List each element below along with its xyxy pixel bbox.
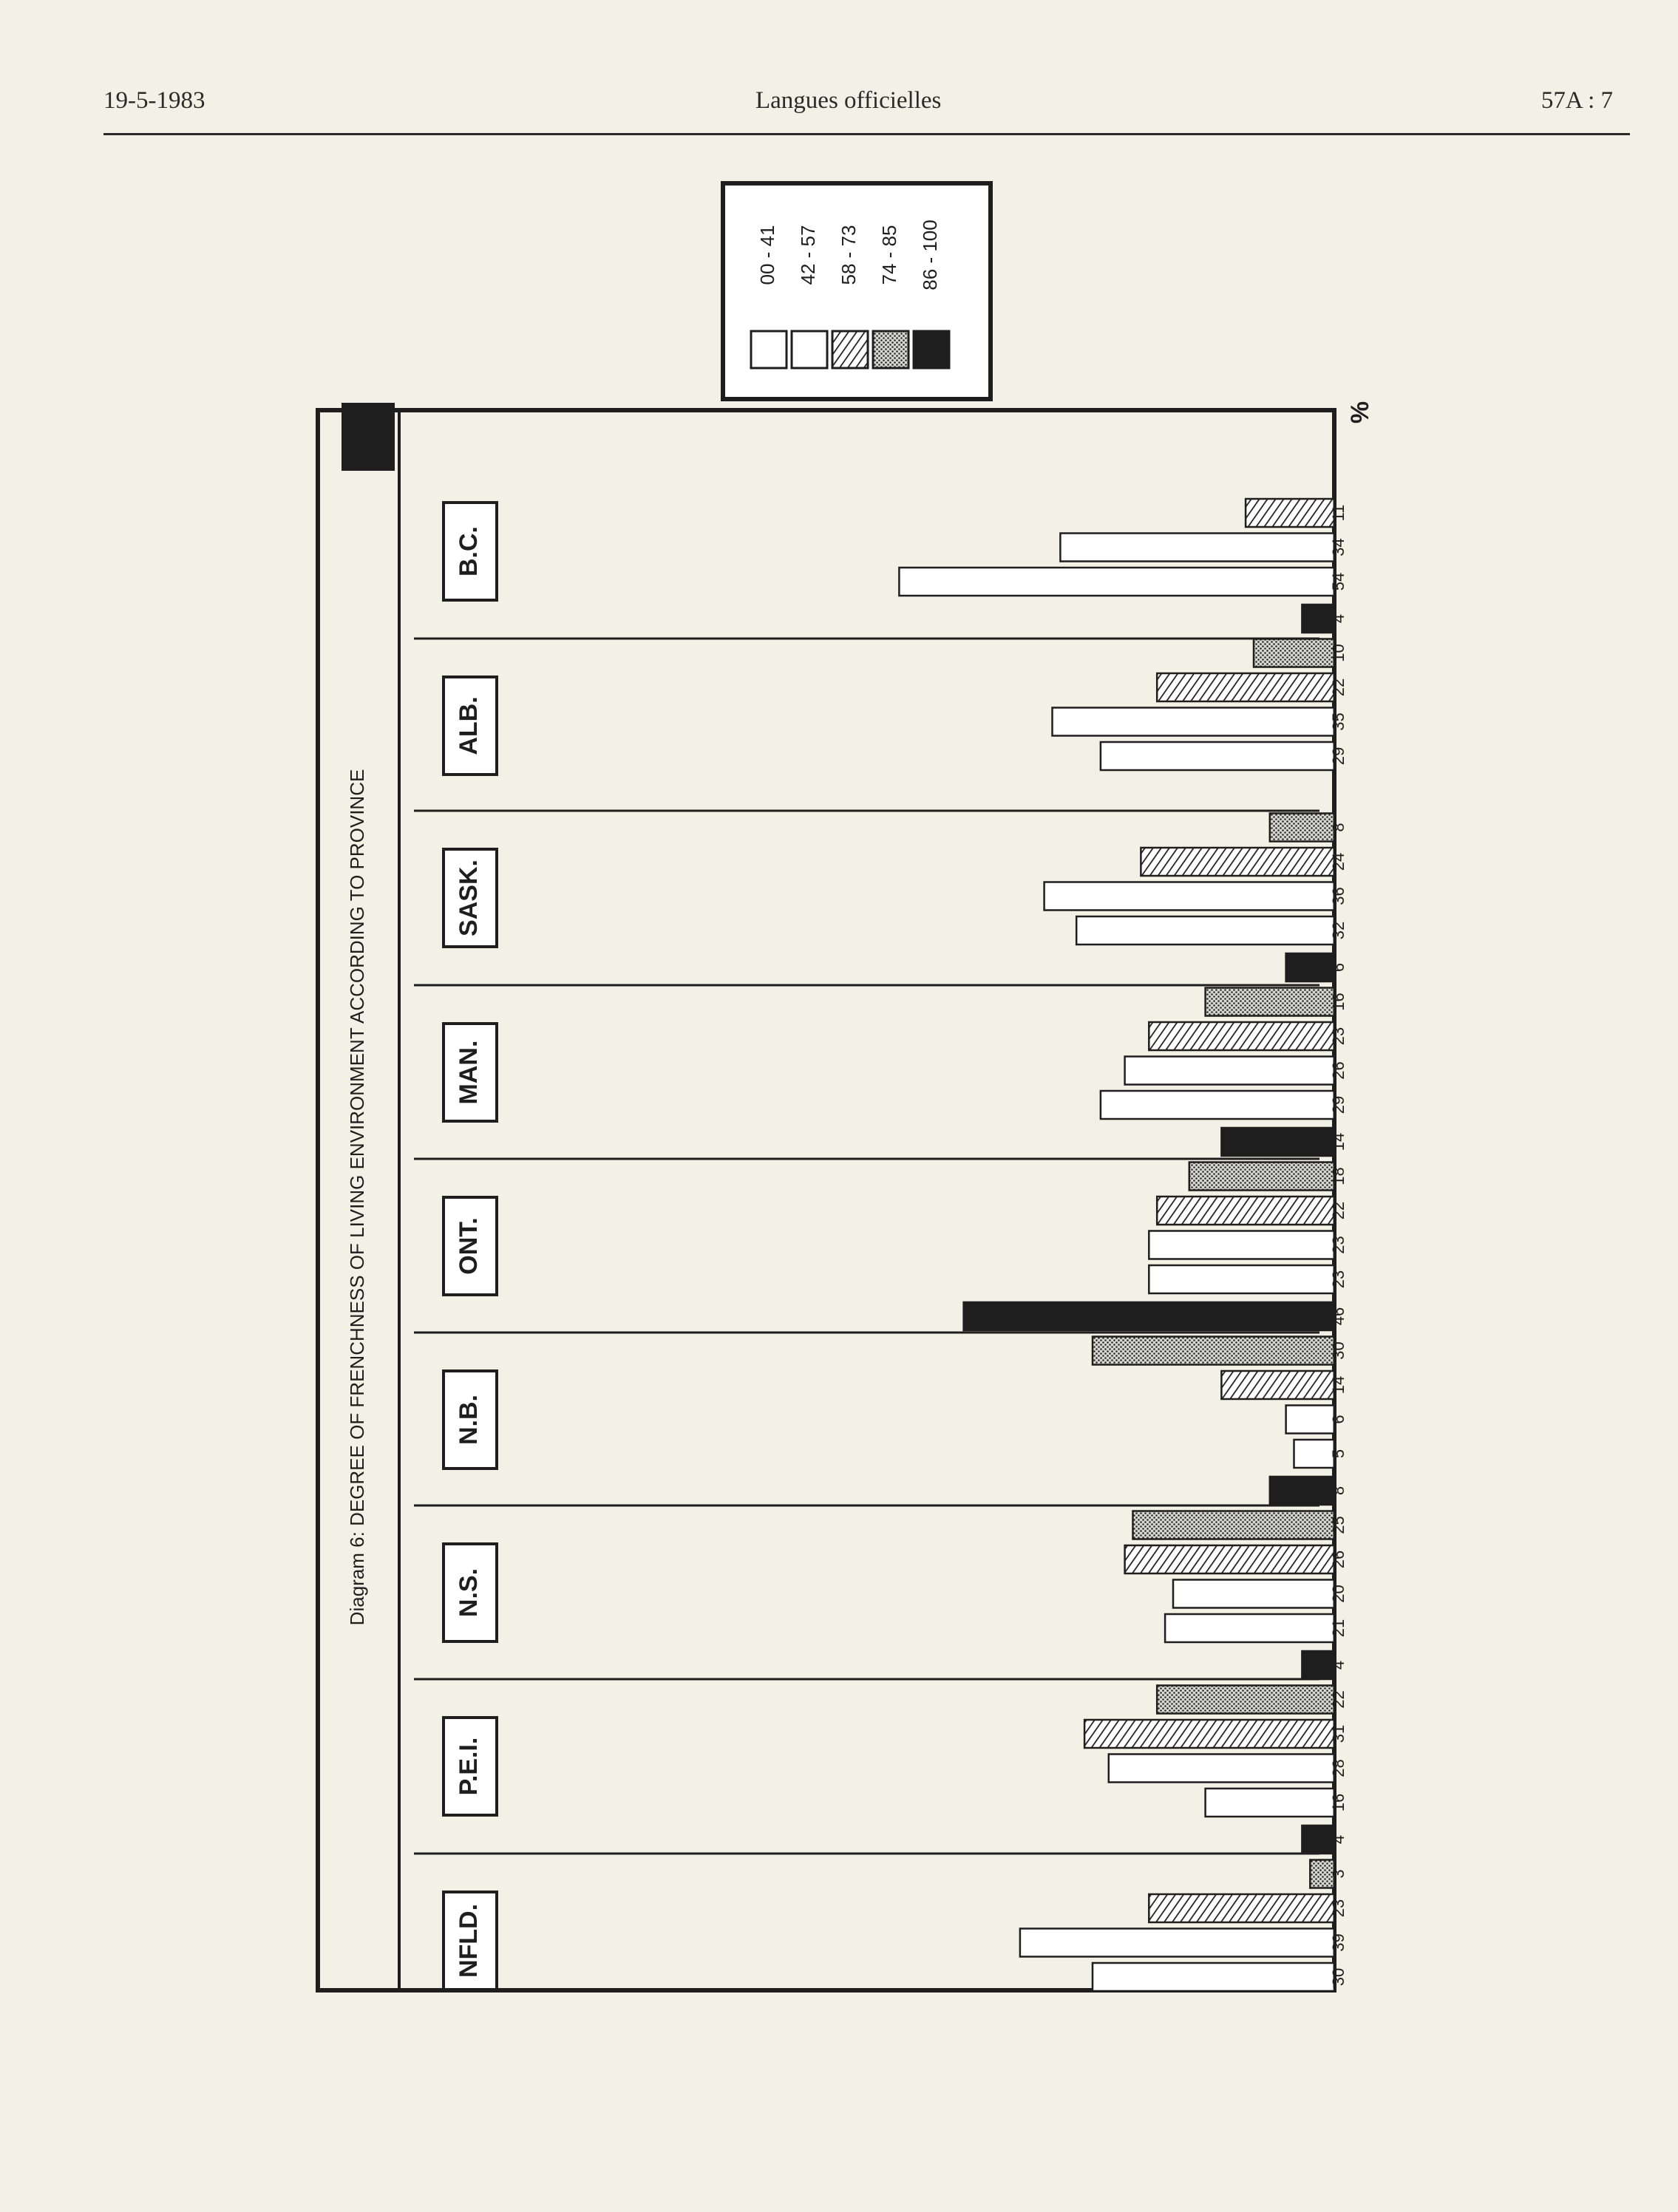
bar [1125, 1057, 1334, 1085]
bar [1101, 1091, 1334, 1119]
bar [1189, 1163, 1334, 1191]
legend-label: 74 - 85 [877, 225, 900, 285]
legend-label: 58 - 73 [837, 225, 860, 285]
bar [1173, 1580, 1334, 1608]
bar-value-label: 16 [1328, 1793, 1348, 1812]
bar [1125, 1545, 1334, 1573]
bar-value-label: 39 [1328, 1933, 1348, 1952]
bar [1149, 1265, 1334, 1293]
bar-value-label: 14 [1328, 1375, 1348, 1395]
bar-value-label: 23 [1328, 1270, 1348, 1289]
bar-value-label: 16 [1328, 993, 1348, 1011]
bar-value-label: 8 [1328, 1486, 1348, 1496]
bar-value-label: 29 [1328, 1095, 1348, 1114]
bar [1157, 673, 1334, 701]
bar [1053, 708, 1335, 736]
bar-value-label: 10 [1328, 644, 1348, 662]
province-label: SASK. [454, 860, 483, 936]
bar [1093, 1337, 1334, 1365]
bar-value-label: 20 [1328, 1585, 1348, 1603]
header-title: Langues officielles [755, 87, 942, 114]
bar-value-label: 29 [1328, 746, 1348, 766]
bar [1286, 1406, 1334, 1434]
bar-value-label: 6 [1328, 1415, 1348, 1424]
bar [1149, 1894, 1334, 1922]
bar-value-label: 21 [1328, 1619, 1348, 1638]
bar [1076, 916, 1334, 945]
bar [1270, 814, 1334, 842]
header-date: 19-5-1983 [103, 87, 205, 114]
legend-swatch [873, 331, 908, 368]
bar [1221, 1371, 1334, 1399]
bar [1221, 1128, 1334, 1156]
bar-value-label: 4 [1328, 613, 1348, 624]
bar [1133, 1511, 1335, 1539]
bar [1157, 1686, 1334, 1714]
bar-value-label: 30 [1328, 1967, 1348, 1987]
header-page-number: 57A : 7 [1541, 87, 1613, 114]
bar-value-label: 34 [1328, 538, 1348, 557]
bar-value-label: 25 [1328, 1516, 1348, 1534]
bar [1060, 534, 1334, 562]
bar [1109, 1755, 1334, 1783]
bar [1020, 1929, 1334, 1957]
legend-swatch [914, 331, 949, 368]
bar-value-label: 11 [1328, 504, 1348, 522]
bar-value-label: 14 [1328, 1132, 1348, 1151]
bar-value-label: 46 [1328, 1307, 1348, 1326]
bar-value-label: 35 [1328, 712, 1348, 731]
legend-label: 00 - 41 [755, 225, 778, 285]
legend-label: 86 - 100 [918, 220, 941, 290]
bar-value-label: 32 [1328, 921, 1348, 940]
bar-value-label: 36 [1328, 887, 1348, 905]
bar-value-label: 26 [1328, 1550, 1348, 1569]
bar-value-label: 22 [1328, 678, 1348, 697]
bar [1149, 1231, 1334, 1259]
bar [1206, 988, 1334, 1016]
bar [964, 1302, 1334, 1330]
bar-value-label: 22 [1328, 1201, 1348, 1220]
bar-value-label: 5 [1328, 1449, 1348, 1459]
bar-value-label: 6 [1328, 962, 1348, 973]
bar [1157, 1197, 1334, 1225]
legend-swatch [792, 331, 827, 368]
bar [1270, 1477, 1334, 1505]
province-label: P.E.I. [454, 1737, 483, 1796]
bar [1206, 1789, 1334, 1817]
bar-value-label: 4 [1328, 1660, 1348, 1670]
legend-swatch [751, 331, 787, 368]
bar-value-label: 23 [1328, 1899, 1348, 1918]
bar-value-label: 30 [1328, 1341, 1348, 1360]
bar-value-label: 22 [1328, 1690, 1348, 1709]
bar-value-label: 54 [1328, 572, 1348, 591]
bar [1101, 742, 1334, 770]
legend-label: 42 - 57 [796, 225, 819, 285]
province-label: N.S. [454, 1568, 483, 1618]
legend-swatch [832, 331, 868, 368]
bar-value-label: 26 [1328, 1061, 1348, 1080]
bar-value-label: 3 [1328, 1869, 1348, 1879]
bar-value-label: 28 [1328, 1759, 1348, 1777]
bar [1093, 1963, 1334, 1991]
bar-value-label: 24 [1328, 852, 1348, 871]
corner-block [342, 403, 395, 471]
province-label: ALB. [454, 696, 483, 755]
bar [1044, 882, 1334, 911]
bar [1149, 1022, 1334, 1050]
province-label: N.B. [454, 1395, 483, 1445]
bar-value-label: 4 [1328, 1834, 1348, 1845]
province-label: MAN. [454, 1040, 483, 1105]
chart-title: Diagram 6: DEGREE OF FRENCHNESS OF LIVING ENVIRONMENT ACCORDING TO PROVINCE [345, 769, 368, 1626]
province-label: ONT. [454, 1217, 483, 1275]
bar-value-label: 31 [1328, 1724, 1348, 1743]
province-label: NFLD. [454, 1903, 483, 1978]
percent-symbol: % [1345, 401, 1374, 424]
bar-value-label: 23 [1328, 1236, 1348, 1254]
bar-value-label: 18 [1328, 1167, 1348, 1185]
bar [1141, 848, 1334, 876]
bar-value-label: 23 [1328, 1027, 1348, 1046]
bar [1254, 639, 1334, 667]
bar [1286, 953, 1334, 981]
bar [1294, 1440, 1335, 1468]
bar [899, 568, 1334, 596]
province-label: B.C. [454, 526, 483, 576]
bar [1165, 1614, 1334, 1642]
bar-value-label: 8 [1328, 823, 1348, 832]
bar [1084, 1720, 1334, 1748]
bar [1246, 499, 1334, 527]
